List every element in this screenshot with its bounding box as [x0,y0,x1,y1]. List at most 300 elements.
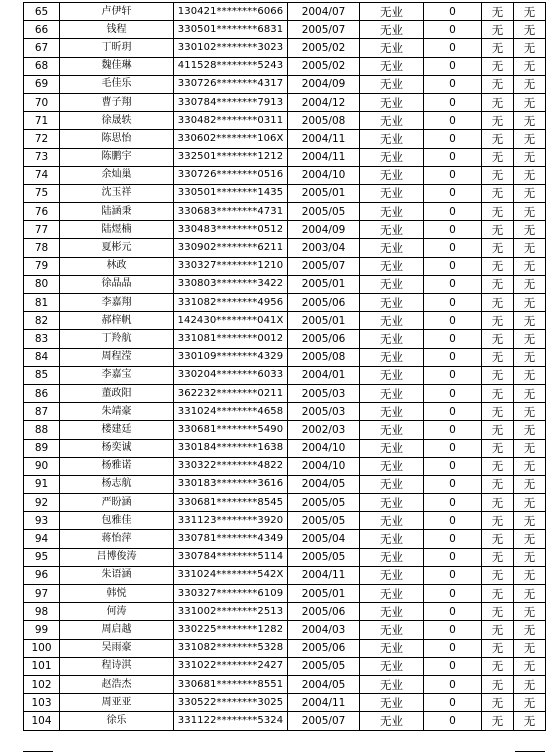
id-number-cell: 142430********041X [174,312,288,330]
flag-cell-b: 无 [514,112,546,130]
flag-cell-b: 无 [514,475,546,493]
flag-cell-a: 无 [482,294,514,312]
id-number-cell: 411528********5243 [174,57,288,75]
table-row [24,3,546,21]
count-cell: 0 [424,112,482,130]
flag-cell-a: 无 [482,475,514,493]
id-number-cell: 330483********0512 [174,221,288,239]
date-cell: 2005/06 [288,294,360,312]
name-cell: 郝梓帆 [60,312,174,330]
table-row [24,621,546,639]
id-number-cell: 330183********3616 [174,475,288,493]
count-cell: 0 [424,348,482,366]
count-cell: 0 [424,457,482,475]
date-cell: 2005/08 [288,348,360,366]
name-cell: 李嘉宝 [60,366,174,384]
flag-cell-b: 无 [514,166,546,184]
row-number-cell: 70 [24,93,60,111]
name-cell: 陈思怡 [60,130,174,148]
date-cell: 2004/10 [288,166,360,184]
row-number-cell: 83 [24,330,60,348]
flag-cell-a: 无 [482,21,514,39]
id-number-cell: 330204********6033 [174,366,288,384]
row-number-cell: 87 [24,403,60,421]
flag-cell-a: 无 [482,112,514,130]
flag-cell-b: 无 [514,330,546,348]
count-cell: 0 [424,93,482,111]
flag-cell-a: 无 [482,530,514,548]
name-cell: 董政阳 [60,384,174,402]
row-number-cell: 93 [24,512,60,530]
flag-cell-b: 无 [514,421,546,439]
flag-cell-b: 无 [514,348,546,366]
date-cell: 2005/06 [288,330,360,348]
flag-cell-b: 无 [514,603,546,621]
id-number-cell: 330681********8545 [174,494,288,512]
id-number-cell: 330327********1210 [174,257,288,275]
table-row [24,130,546,148]
row-number-cell: 75 [24,184,60,202]
flag-cell-a: 无 [482,512,514,530]
flag-cell-b: 无 [514,21,546,39]
count-cell: 0 [424,130,482,148]
date-cell: 2005/05 [288,657,360,675]
count-cell: 0 [424,657,482,675]
employment-status-cell: 无业 [360,57,424,75]
row-number-cell: 68 [24,57,60,75]
date-cell: 2005/01 [288,585,360,603]
employment-status-cell: 无业 [360,21,424,39]
flag-cell-a: 无 [482,639,514,657]
id-number-cell: 330902********6211 [174,239,288,257]
date-cell: 2005/07 [288,257,360,275]
date-cell: 2004/10 [288,457,360,475]
id-number-cell: 330784********5114 [174,548,288,566]
id-number-cell: 331022********2427 [174,657,288,675]
row-number-cell: 102 [24,675,60,693]
date-cell: 2005/05 [288,203,360,221]
flag-cell-b: 无 [514,621,546,639]
row-number-cell: 100 [24,639,60,657]
flag-cell-b: 无 [514,639,546,657]
page-edge [23,750,545,755]
date-cell: 2005/05 [288,548,360,566]
id-number-cell: 331082********4956 [174,294,288,312]
name-cell: 杨雅诺 [60,457,174,475]
table-row [24,75,546,93]
row-number-cell: 80 [24,275,60,293]
row-number-cell: 85 [24,366,60,384]
name-cell: 李嘉翔 [60,294,174,312]
name-cell: 楼建廷 [60,421,174,439]
count-cell: 0 [424,203,482,221]
id-number-cell: 130421********6066 [174,3,288,21]
id-number-cell: 330522********3025 [174,694,288,712]
row-number-cell: 92 [24,494,60,512]
employment-status-cell: 无业 [360,512,424,530]
employment-status-cell: 无业 [360,439,424,457]
id-number-cell: 330726********0516 [174,166,288,184]
count-cell: 0 [424,148,482,166]
date-cell: 2004/07 [288,3,360,21]
row-number-cell: 66 [24,21,60,39]
flag-cell-a: 无 [482,384,514,402]
date-cell: 2005/02 [288,39,360,57]
row-number-cell: 98 [24,603,60,621]
date-cell: 2002/03 [288,421,360,439]
date-cell: 2004/10 [288,439,360,457]
employment-status-cell: 无业 [360,421,424,439]
name-cell: 徐乐 [60,712,174,730]
table-row [24,475,546,493]
date-cell: 2004/11 [288,148,360,166]
name-cell: 蒋怡萍 [60,530,174,548]
count-cell: 0 [424,184,482,202]
name-cell: 程诗淇 [60,657,174,675]
table-row [24,384,546,402]
count-cell: 0 [424,312,482,330]
name-cell: 杨奕诚 [60,439,174,457]
employment-status-cell: 无业 [360,366,424,384]
name-cell: 包雅佳 [60,512,174,530]
id-number-cell: 362232********0211 [174,384,288,402]
id-number-cell: 330784********7913 [174,93,288,111]
name-cell: 吕博俊涛 [60,548,174,566]
count-cell: 0 [424,694,482,712]
id-number-cell: 330501********1435 [174,184,288,202]
flag-cell-a: 无 [482,548,514,566]
flag-cell-b: 无 [514,712,546,730]
table-row [24,184,546,202]
row-number-cell: 77 [24,221,60,239]
count-cell: 0 [424,366,482,384]
flag-cell-a: 无 [482,57,514,75]
id-number-cell: 331123********3920 [174,512,288,530]
date-cell: 2005/05 [288,494,360,512]
count-cell: 0 [424,294,482,312]
flag-cell-a: 无 [482,93,514,111]
employment-status-cell: 无业 [360,294,424,312]
flag-cell-b: 无 [514,530,546,548]
row-number-cell: 67 [24,39,60,57]
count-cell: 0 [424,639,482,657]
count-cell: 0 [424,330,482,348]
flag-cell-b: 无 [514,148,546,166]
count-cell: 0 [424,384,482,402]
id-number-cell: 330681********8551 [174,675,288,693]
table-row [24,585,546,603]
date-cell: 2004/09 [288,75,360,93]
employment-status-cell: 无业 [360,530,424,548]
date-cell: 2005/04 [288,530,360,548]
flag-cell-a: 无 [482,275,514,293]
id-number-cell: 331081********0012 [174,330,288,348]
table-row [24,57,546,75]
count-cell: 0 [424,221,482,239]
row-number-cell: 76 [24,203,60,221]
name-cell: 余灿巢 [60,166,174,184]
id-number-cell: 330102********3023 [174,39,288,57]
table-row [24,512,546,530]
flag-cell-a: 无 [482,403,514,421]
flag-cell-b: 无 [514,566,546,584]
count-cell: 0 [424,585,482,603]
name-cell: 周程滢 [60,348,174,366]
id-number-cell: 331024********4658 [174,403,288,421]
table-row [24,421,546,439]
name-cell: 赵浩杰 [60,675,174,693]
count-cell: 0 [424,475,482,493]
flag-cell-b: 无 [514,548,546,566]
table-row [24,166,546,184]
date-cell: 2004/11 [288,694,360,712]
page-edge-mark-right [515,751,545,752]
employment-status-cell: 无业 [360,203,424,221]
flag-cell-b: 无 [514,675,546,693]
flag-cell-b: 无 [514,312,546,330]
flag-cell-b: 无 [514,403,546,421]
flag-cell-a: 无 [482,166,514,184]
name-cell: 严盼涵 [60,494,174,512]
employment-status-cell: 无业 [360,657,424,675]
count-cell: 0 [424,57,482,75]
flag-cell-a: 无 [482,312,514,330]
table-row [24,603,546,621]
row-number-cell: 96 [24,566,60,584]
row-number-cell: 74 [24,166,60,184]
table-row [24,93,546,111]
name-cell: 周启越 [60,621,174,639]
id-number-cell: 330184********1638 [174,439,288,457]
id-number-cell: 331024********542X [174,566,288,584]
id-number-cell: 330726********4317 [174,75,288,93]
flag-cell-b: 无 [514,257,546,275]
date-cell: 2004/11 [288,566,360,584]
name-cell: 周亚亚 [60,694,174,712]
table-row [24,457,546,475]
name-cell: 杨志航 [60,475,174,493]
row-number-cell: 101 [24,657,60,675]
row-number-cell: 97 [24,585,60,603]
count-cell: 0 [424,603,482,621]
table-row [24,294,546,312]
table-row [24,366,546,384]
id-number-cell: 331082********5328 [174,639,288,657]
count-cell: 0 [424,548,482,566]
table-row [24,275,546,293]
date-cell: 2004/05 [288,475,360,493]
table-row [24,657,546,675]
flag-cell-a: 无 [482,494,514,512]
table-row [24,21,546,39]
id-number-cell: 330109********4329 [174,348,288,366]
row-number-cell: 82 [24,312,60,330]
date-cell: 2004/09 [288,221,360,239]
employment-status-cell: 无业 [360,93,424,111]
flag-cell-b: 无 [514,294,546,312]
flag-cell-b: 无 [514,384,546,402]
row-number-cell: 104 [24,712,60,730]
employment-status-cell: 无业 [360,585,424,603]
date-cell: 2005/06 [288,639,360,657]
date-cell: 2005/02 [288,57,360,75]
row-number-cell: 91 [24,475,60,493]
id-number-cell: 331122********5324 [174,712,288,730]
employment-status-cell: 无业 [360,639,424,657]
flag-cell-a: 无 [482,712,514,730]
flag-cell-a: 无 [482,421,514,439]
flag-cell-b: 无 [514,221,546,239]
employment-status-cell: 无业 [360,166,424,184]
row-number-cell: 81 [24,294,60,312]
row-number-cell: 79 [24,257,60,275]
employment-status-cell: 无业 [360,257,424,275]
date-cell: 2004/11 [288,130,360,148]
flag-cell-a: 无 [482,39,514,57]
flag-cell-a: 无 [482,439,514,457]
count-cell: 0 [424,3,482,21]
row-number-cell: 78 [24,239,60,257]
flag-cell-b: 无 [514,694,546,712]
employment-status-cell: 无业 [360,112,424,130]
flag-cell-b: 无 [514,275,546,293]
date-cell: 2005/03 [288,403,360,421]
table-row [24,203,546,221]
row-number-cell: 90 [24,457,60,475]
table-row [24,221,546,239]
employment-status-cell: 无业 [360,603,424,621]
count-cell: 0 [424,403,482,421]
employment-status-cell: 无业 [360,148,424,166]
employment-status-cell: 无业 [360,221,424,239]
id-number-cell: 330602********106X [174,130,288,148]
count-cell: 0 [424,421,482,439]
flag-cell-a: 无 [482,366,514,384]
date-cell: 2005/06 [288,603,360,621]
row-number-cell: 72 [24,130,60,148]
name-cell: 何涛 [60,603,174,621]
row-number-cell: 73 [24,148,60,166]
employment-status-cell: 无业 [360,675,424,693]
count-cell: 0 [424,166,482,184]
table-row [24,548,546,566]
row-number-cell: 65 [24,3,60,21]
flag-cell-b: 无 [514,3,546,21]
date-cell: 2005/08 [288,112,360,130]
name-cell: 陆涵秉 [60,203,174,221]
id-number-cell: 331002********2513 [174,603,288,621]
flag-cell-a: 无 [482,330,514,348]
row-number-cell: 95 [24,548,60,566]
flag-cell-b: 无 [514,366,546,384]
flag-cell-a: 无 [482,221,514,239]
employment-status-cell: 无业 [360,39,424,57]
count-cell: 0 [424,439,482,457]
flag-cell-a: 无 [482,657,514,675]
name-cell: 魏佳琳 [60,57,174,75]
name-cell: 曹子翔 [60,93,174,111]
flag-cell-b: 无 [514,512,546,530]
employment-status-cell: 无业 [360,475,424,493]
table-row [24,239,546,257]
flag-cell-b: 无 [514,439,546,457]
date-cell: 2005/05 [288,512,360,530]
count-cell: 0 [424,257,482,275]
date-cell: 2005/07 [288,712,360,730]
employment-status-cell: 无业 [360,548,424,566]
flag-cell-a: 无 [482,148,514,166]
name-cell: 钱程 [60,21,174,39]
flag-cell-b: 无 [514,75,546,93]
id-number-cell: 330803********3422 [174,275,288,293]
name-cell: 毛佳乐 [60,75,174,93]
name-cell: 徐晟轶 [60,112,174,130]
employment-status-cell: 无业 [360,330,424,348]
name-cell: 丁羚航 [60,330,174,348]
row-number-cell: 69 [24,75,60,93]
employment-status-cell: 无业 [360,712,424,730]
row-number-cell: 89 [24,439,60,457]
table-row [24,639,546,657]
table-row [24,403,546,421]
name-cell: 陆煜楠 [60,221,174,239]
id-number-cell: 332501********1212 [174,148,288,166]
page-edge-mark-left [23,751,53,752]
date-cell: 2004/12 [288,93,360,111]
flag-cell-a: 无 [482,348,514,366]
table-row [24,257,546,275]
table-row [24,112,546,130]
flag-cell-b: 无 [514,657,546,675]
id-number-cell: 330781********4349 [174,530,288,548]
name-cell: 丁昕玥 [60,39,174,57]
name-cell: 陈鹏宇 [60,148,174,166]
date-cell: 2005/03 [288,384,360,402]
flag-cell-a: 无 [482,566,514,584]
date-cell: 2004/03 [288,621,360,639]
count-cell: 0 [424,21,482,39]
row-number-cell: 103 [24,694,60,712]
flag-cell-b: 无 [514,39,546,57]
name-cell: 韩悦 [60,585,174,603]
count-cell: 0 [424,530,482,548]
employment-status-cell: 无业 [360,3,424,21]
date-cell: 2005/07 [288,21,360,39]
table-row [24,694,546,712]
table-row [24,566,546,584]
table-row [24,439,546,457]
employment-status-cell: 无业 [360,348,424,366]
row-number-cell: 99 [24,621,60,639]
table-row [24,312,546,330]
flag-cell-a: 无 [482,3,514,21]
row-number-cell: 94 [24,530,60,548]
name-cell: 吴雨豪 [60,639,174,657]
flag-cell-b: 无 [514,457,546,475]
count-cell: 0 [424,75,482,93]
date-cell: 2003/04 [288,239,360,257]
count-cell: 0 [424,675,482,693]
flag-cell-a: 无 [482,585,514,603]
employment-status-cell: 无业 [360,312,424,330]
flag-cell-a: 无 [482,621,514,639]
employment-status-cell: 无业 [360,184,424,202]
employment-status-cell: 无业 [360,694,424,712]
flag-cell-b: 无 [514,239,546,257]
count-cell: 0 [424,494,482,512]
count-cell: 0 [424,712,482,730]
roster-table [23,2,546,731]
